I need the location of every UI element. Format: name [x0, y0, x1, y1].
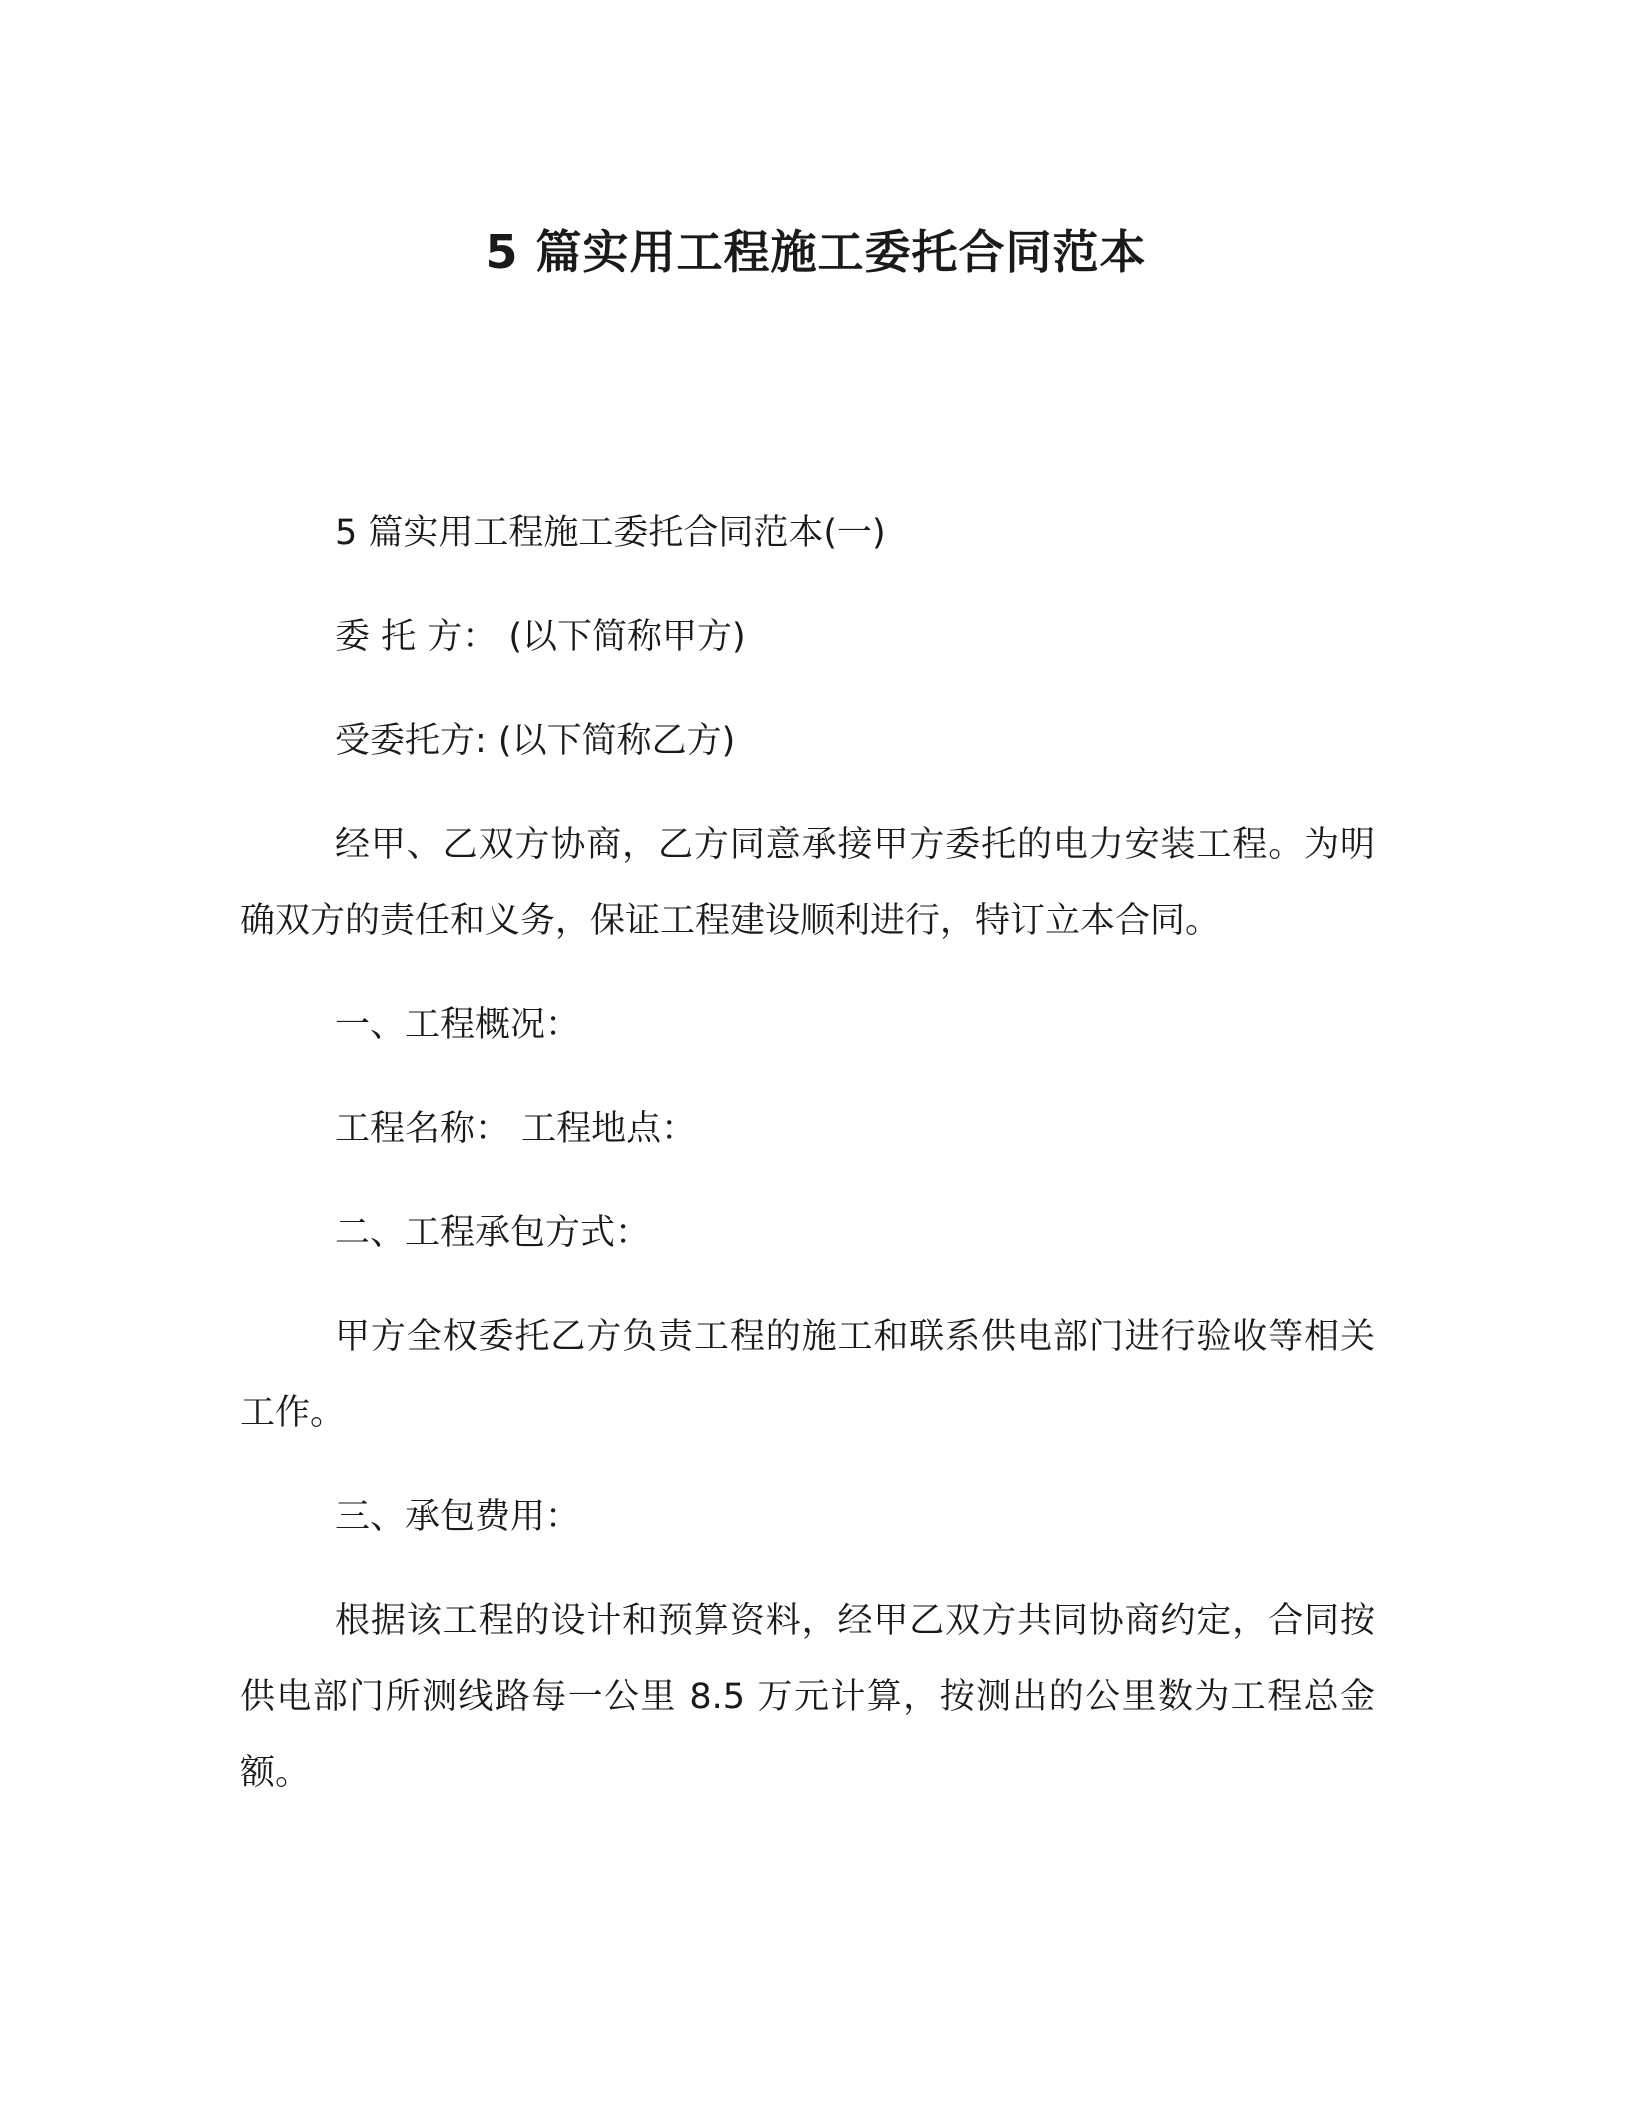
contract-subtitle: 5 篇实用工程施工委托合同范本(一) [335, 513, 886, 553]
section-heading-1: 一、工程概况： [335, 1005, 581, 1045]
method-paragraph: 甲方全权委托乙方负责工程的施工和联系供电部门进行验收等相关工作。 [240, 1317, 1375, 1433]
document-title: 5 篇实用工程施工委托合同范本 [485, 225, 1147, 279]
section-heading-3: 三、承包费用： [335, 1497, 581, 1537]
client-party-line [240, 599, 1375, 675]
intro-paragraph: 经甲、乙双方协商，乙方同意承接甲方委托的电力安装工程。为明确双方的责任和义务，保证工程建设顺利进行，特订立本合同。 [240, 825, 1375, 941]
fee-paragraph: 根据该工程的设计和预算资料，经甲乙双方共同协商约定，合同按供电部门所测线路每一公里 8.5 万元计算，按测出的公里数为工程总金额。 [240, 1601, 1375, 1793]
section-heading-2: 二、工程承包方式： [335, 1213, 651, 1253]
client-note: (以下简称甲方) [497, 617, 746, 657]
project-fields-line: 工程名称： 工程地点： [335, 1109, 697, 1149]
client-label: 委 托 方： [335, 617, 498, 657]
document-body [240, 495, 1375, 1839]
contractor-party-line: 受委托方: (以下简称乙方) [335, 721, 736, 761]
